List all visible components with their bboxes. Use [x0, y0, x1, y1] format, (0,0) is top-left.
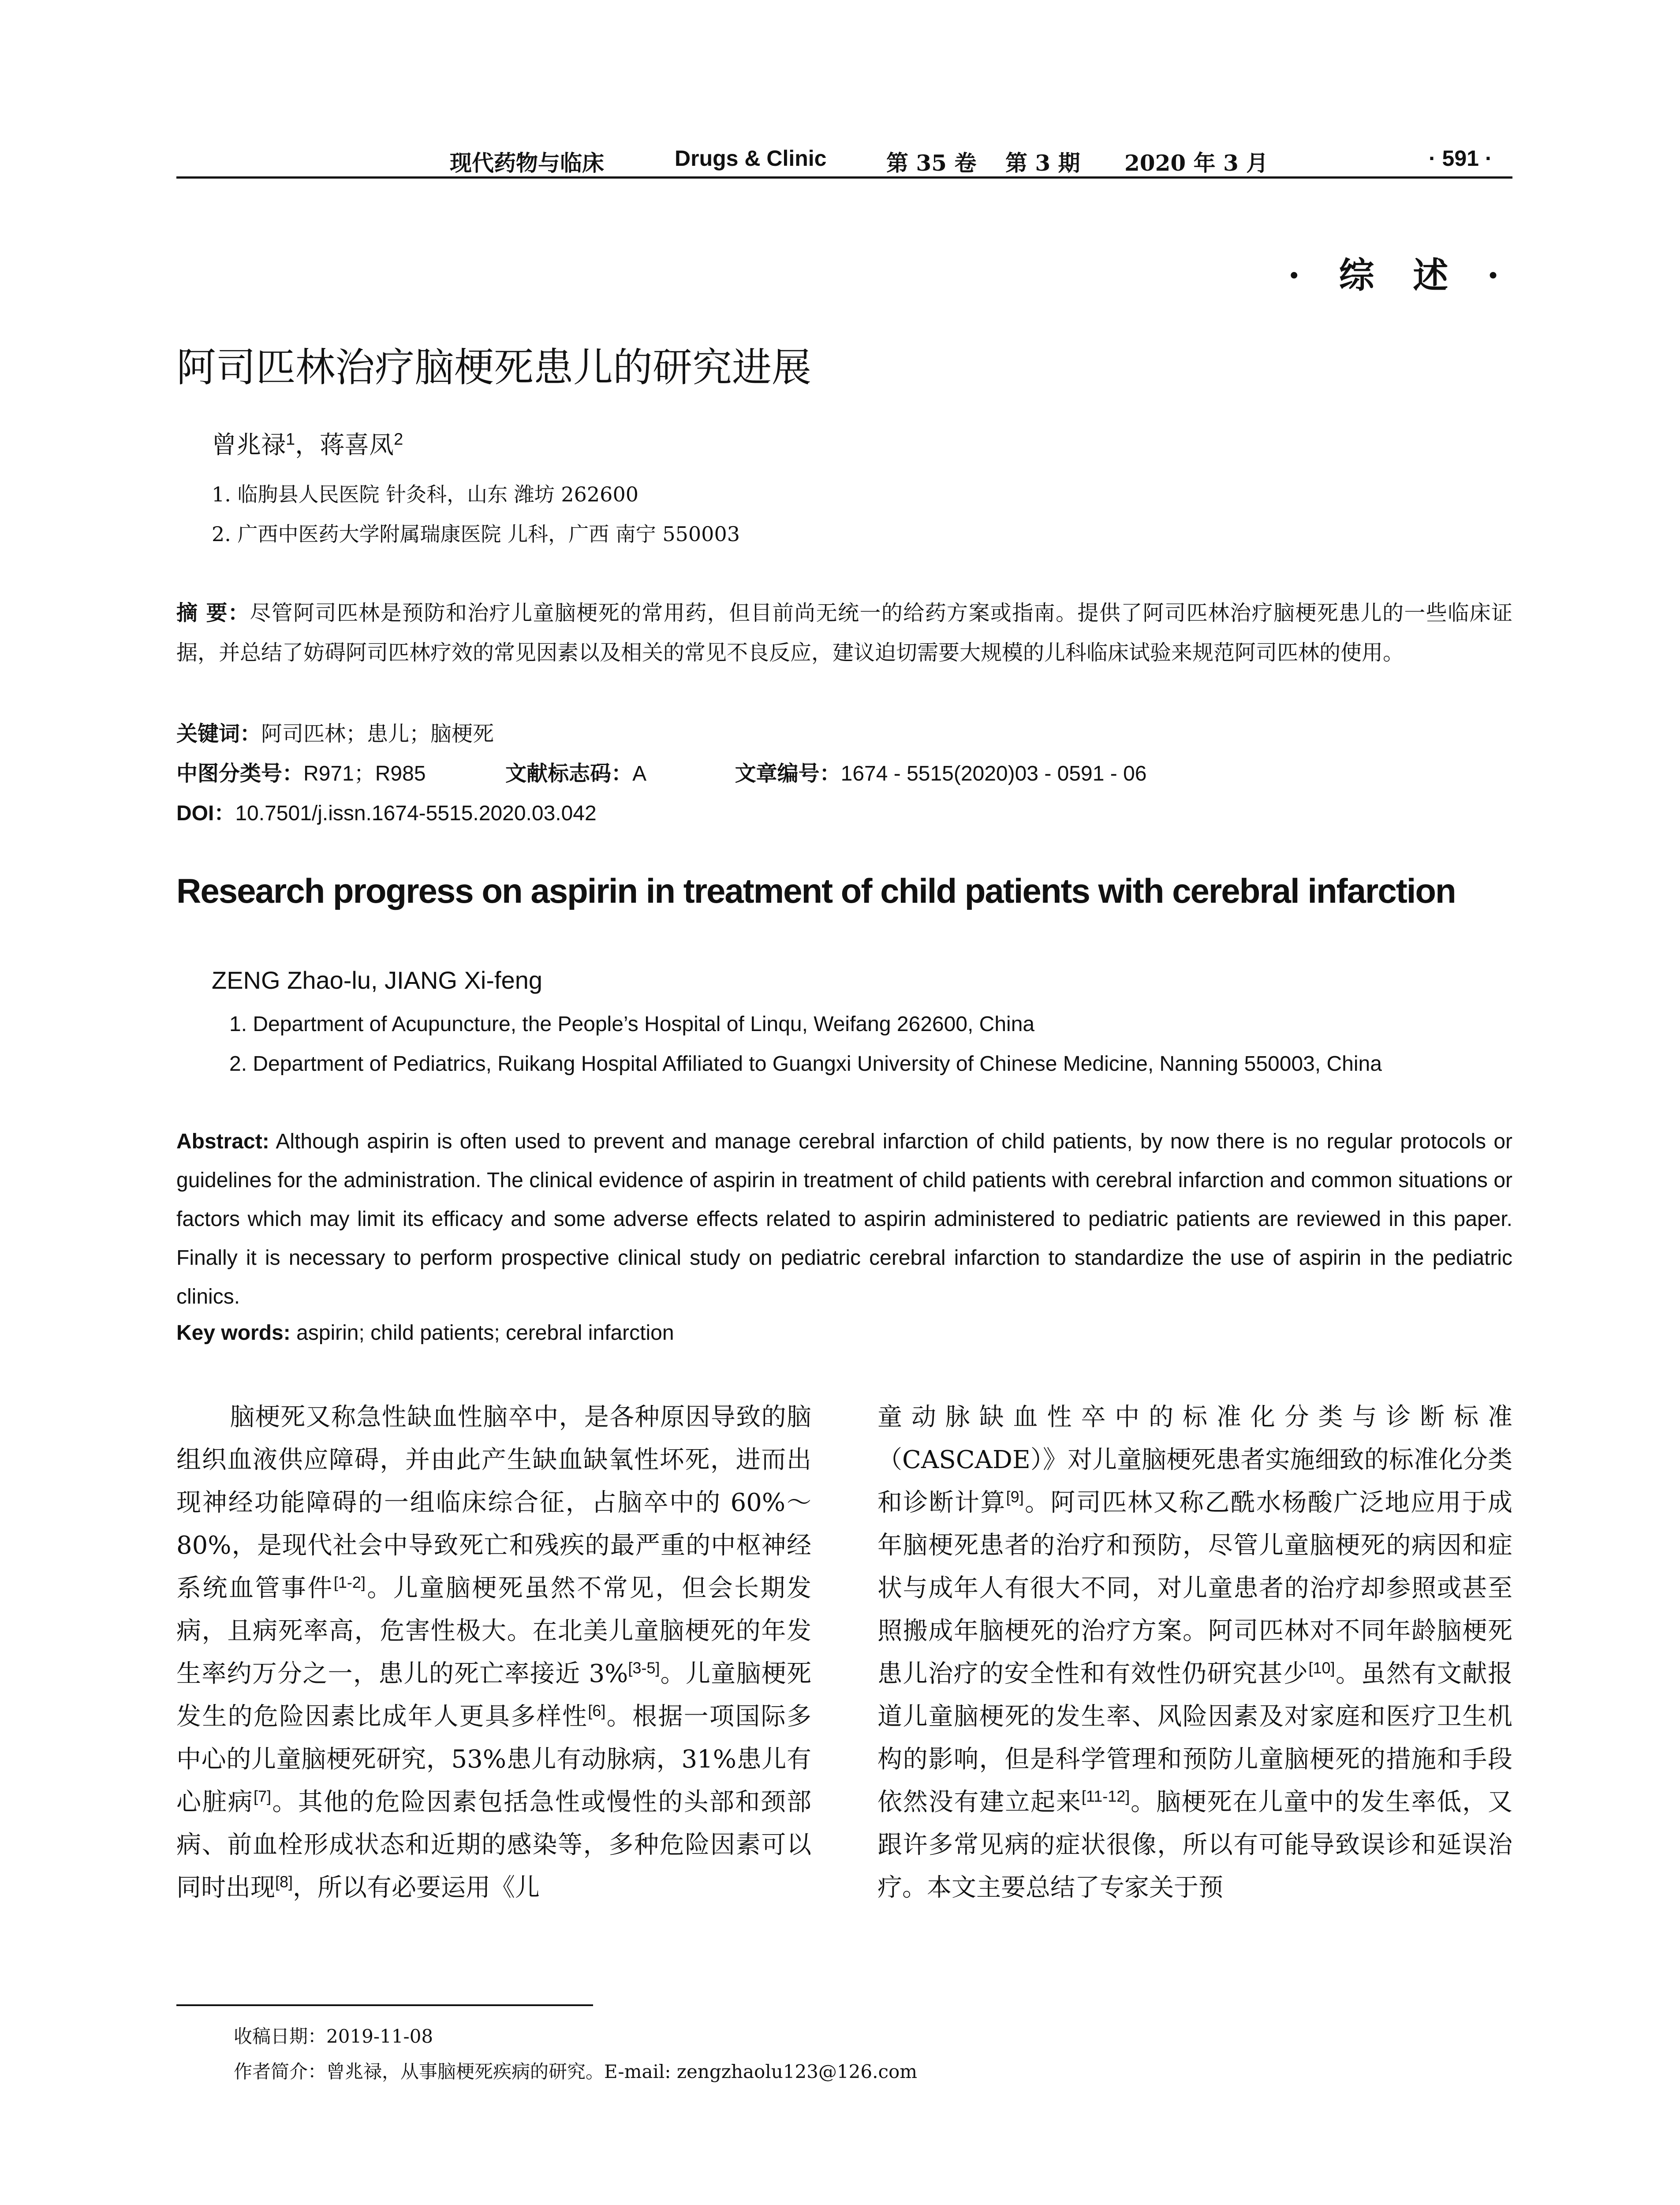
keywords-cn — [176, 717, 494, 747]
article-number-value: 1674 - 5515(2020)03 - 0591 - 06 — [840, 762, 1147, 785]
author-2: 蒋喜凤 — [320, 431, 394, 460]
body-text: 童动脉缺血性卒中的标准化分类与诊断标准（CASCADE）》对儿童脑梗死患者实施细致的标准化分类和诊断计算 — [877, 1403, 1512, 1517]
running-header — [176, 141, 1512, 185]
keywords-en — [176, 1321, 674, 1345]
citation: [8] — [275, 1872, 293, 1891]
body-column-right — [877, 1396, 1512, 1909]
publication-date: 2020 年 3 月 — [1124, 150, 1269, 176]
body-text: ，所以有必要运用《儿 — [293, 1873, 540, 1902]
affiliation-en-1: 1. Department of Acupuncture, the People’s Hospital of Linqu, Weifang 262600, China — [229, 1013, 1035, 1036]
author-2-affiliation-mark: 2 — [394, 430, 403, 449]
body-text: 脑梗死又称急性缺血性脑卒中，是各种原因导致的脑组织血液供应障碍，并由此产生缺血缺氧性坏死，进而出现神经功能障碍的一组临床综合征，占脑卒中的 60%～80%，是现代社会中导致死亡和残疾的最严重的中枢神经系统血管事件 — [176, 1403, 811, 1603]
abstract-en-label: Abstract: — [176, 1130, 269, 1153]
keywords-en-label: Key words: — [176, 1321, 291, 1345]
citation: [9] — [1006, 1487, 1024, 1506]
page-number: · 591 · — [1429, 146, 1493, 171]
doi-line — [176, 796, 597, 826]
article-number-label: 文章编号： — [735, 761, 841, 786]
body-text: 。脑梗死在儿童中的发生率低，又跟许多常见病的症状很像，所以有可能导致误诊和延误治疗。本文主要总结了专家关于预 — [877, 1788, 1513, 1902]
section-label: · 综 述 · — [1288, 254, 1512, 296]
abstract-cn — [176, 593, 1512, 673]
clc-label: 中图分类号： — [176, 761, 304, 786]
affiliation-en-2: 2. Department of Pediatrics, Ruikang Hospital Affiliated to Guangxi University of Chinese Medicine, Nanning 550003, China — [229, 1052, 1382, 1076]
authors-cn — [212, 426, 403, 461]
keywords-cn-text: 阿司匹林；患儿；脑梗死 — [261, 721, 494, 746]
title-en: Research progress on aspirin in treatment of child patients with cerebral infarction — [176, 871, 1456, 910]
journal-name-en: Drugs & Clinic — [675, 146, 827, 171]
citation: [6] — [588, 1701, 606, 1720]
footnote-rule — [176, 2004, 593, 2006]
authors-en: ZENG Zhao-lu, JIANG Xi-feng — [212, 966, 543, 994]
classification-line — [176, 756, 1146, 787]
title-cn: 阿司匹林治疗脑梗死患儿的研究进展 — [176, 344, 811, 391]
keywords-cn-label: 关键词： — [176, 721, 261, 746]
affiliation-cn-2: 2. 广西中医药大学附属瑞康医院 儿科，广西 南宁 550003 — [212, 522, 740, 546]
doc-code-value: A — [632, 762, 647, 785]
body-text: 。儿童脑梗死发生的危险因素比成年人更具多样性 — [176, 1659, 812, 1731]
citation: [3-5] — [628, 1659, 660, 1677]
abstract-cn-label: 摘 要： — [176, 601, 250, 625]
citation: [11-12] — [1081, 1787, 1130, 1805]
header-rule — [176, 176, 1512, 179]
citation: [10] — [1308, 1659, 1335, 1677]
author-separator: ， — [295, 431, 320, 460]
doi-label: DOI： — [176, 802, 235, 825]
author-bio: 作者简介：曾兆禄，从事脑梗死疾病的研究。E-mail: zengzhaolu123@126.com — [234, 2061, 918, 2082]
author-1: 曾兆禄 — [212, 431, 286, 460]
body-text: 。其他的危险因素包括急性或慢性的头部和颈部病、前血栓形成状态和近期的感染等，多种危险因素可以同时出现 — [176, 1788, 812, 1902]
body-text: 。儿童脑梗死虽然不常见，但会长期发病，且病死率高，危害性极大。在北美儿童脑梗死的年发生率约万分之一，患儿的死亡率接近 3% — [176, 1574, 812, 1688]
journal-name-cn: 现代药物与临床 — [450, 150, 604, 176]
abstract-cn-text: 尽管阿司匹林是预防和治疗儿童脑梗死的常用药，但目前尚无统一的给药方案或指南。提供了阿司匹林治疗脑梗死患儿的一些临床证据，并总结了妨碍阿司匹林疗效的常见因素以及相关的常见不良反应，建议迫切需要大规模的儿科临床试验来规范阿司匹林的使用。 — [176, 601, 1512, 665]
doc-code-label: 文献标志码： — [505, 761, 633, 786]
issue: 第 3 期 — [1005, 150, 1080, 176]
citation: [1-2] — [333, 1573, 366, 1592]
keywords-en-text: aspirin; child patients; cerebral infarction — [296, 1321, 674, 1345]
citation: [7] — [254, 1787, 272, 1805]
body-column-left — [176, 1396, 811, 1909]
clc-value: R971；R985 — [303, 762, 426, 785]
abstract-en-text: Although aspirin is often used to prevent and manage cerebral infarction of child patients, by now there is no regular protocols or guidelines for the administration. The clinical evidence of aspirin in treatment of child patients with cerebral infarction and common situations or factors which may limit its efficacy and some adverse effects related to aspirin administered to pediatric patients are reviewed in this paper. Finally it is necessary to perform prospective clinical study on pediatric cerebral infarction to standardize the use of aspirin in the pediatric clinics. — [176, 1130, 1513, 1308]
body-text: 。阿司匹林又称乙酰水杨酸广泛地应用于成年脑梗死患者的治疗和预防，尽管儿童脑梗死的病因和症状与成年人有很大不同，对儿童患者的治疗却参照或甚至照搬成年脑梗死的治疗方案。阿司匹林对不同年龄脑梗死患儿治疗的安全性和有效性仍研究甚少 — [877, 1488, 1513, 1688]
body-text: 。根据一项国际多中心的儿童脑梗死研究，53%患儿有动脉病，31%患儿有心脏病 — [176, 1702, 811, 1816]
abstract-en — [176, 1122, 1512, 1316]
affiliation-cn-1: 1. 临朐县人民医院 针灸科，山东 潍坊 262600 — [212, 482, 638, 506]
doi-value[interactable]: 10.7501/j.issn.1674-5515.2020.03.042 — [235, 802, 597, 825]
volume: 第 35 卷 — [886, 150, 977, 176]
received-date: 收稿日期：2019-11-08 — [234, 2026, 433, 2047]
author-1-affiliation-mark: 1 — [286, 430, 295, 449]
body-text: 。虽然有文献报道儿童脑梗死的发生率、风险因素及对家庭和医疗卫生机构的影响，但是科学管理和预防儿童脑梗死的措施和手段依然没有建立起来 — [877, 1659, 1513, 1816]
